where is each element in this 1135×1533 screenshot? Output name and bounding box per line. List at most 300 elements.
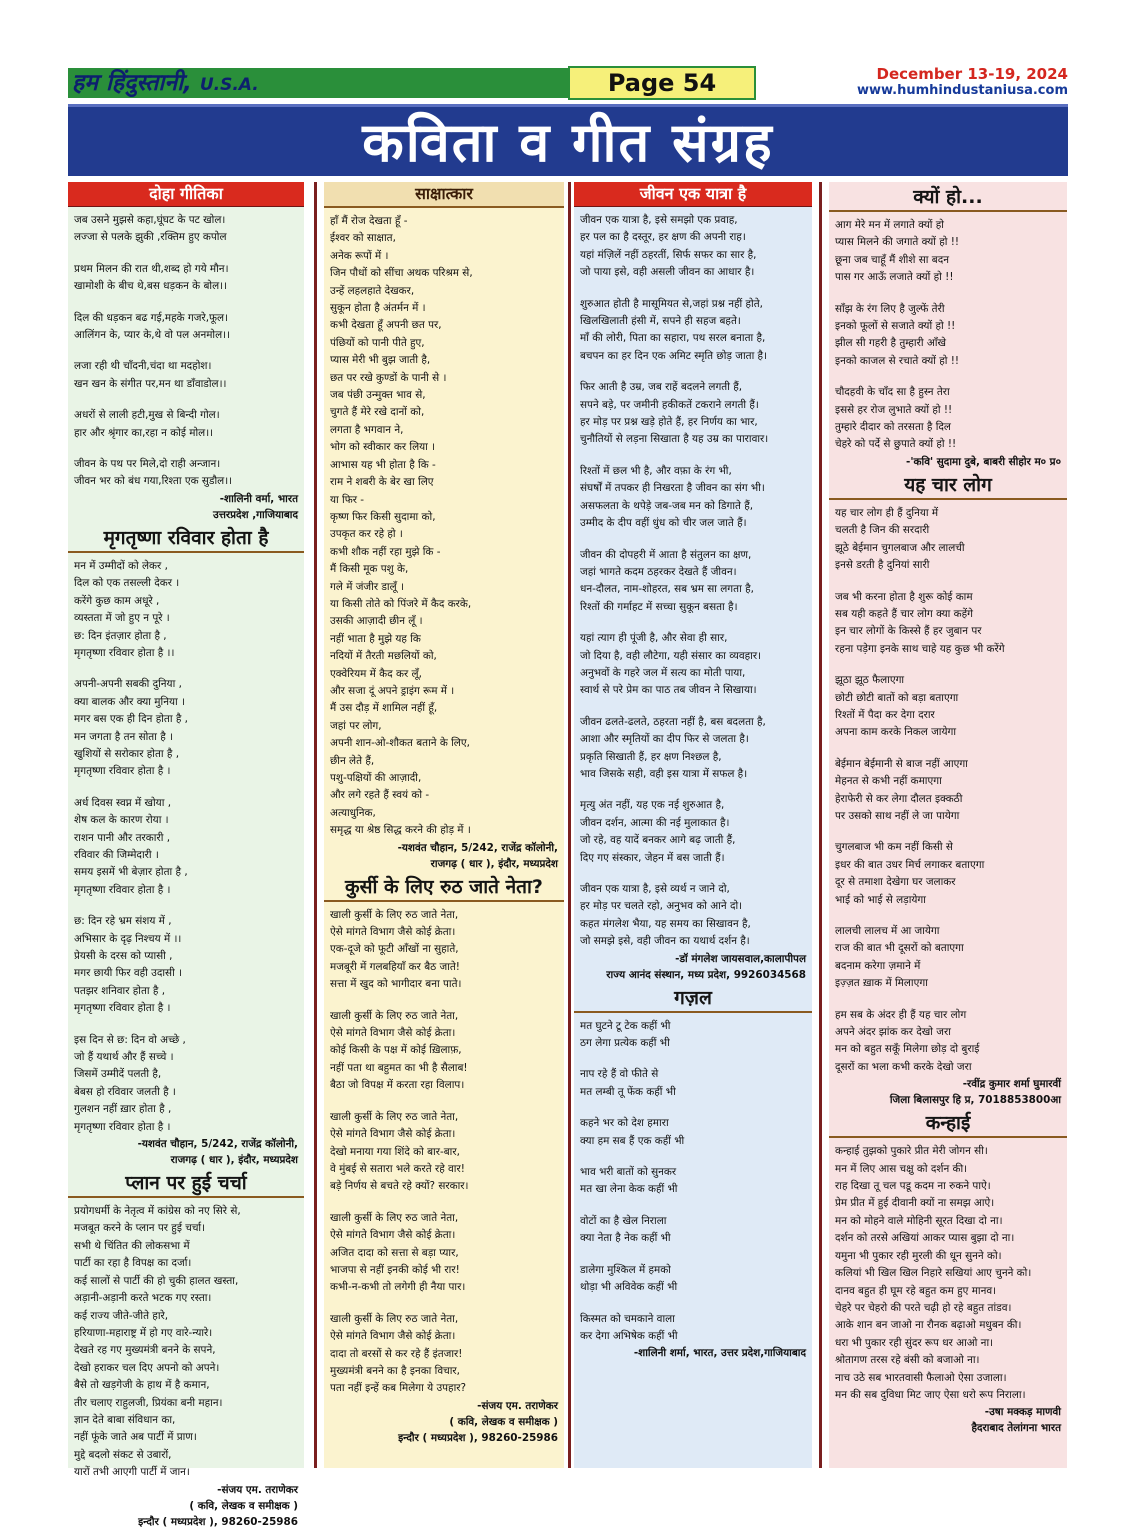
poem-line: छ: दिन इंतज़ार होता है , <box>74 629 167 642</box>
poem-body <box>829 1138 1067 1404</box>
author-line: इन्दौर ( मध्यप्रदेश ), 98260-25986 <box>138 1515 298 1528</box>
author-line: ( कवि, लेखक व समीक्षक ) <box>189 1499 298 1512</box>
poem-line: कर देगा अभिषेक कहीं भी <box>580 1329 678 1342</box>
poem-line: और सजा दूं अपने ड्राइंग रूम में । <box>330 684 455 697</box>
author-line: ( कवि, लेखक व समीक्षक ) <box>449 1415 558 1428</box>
poem-title: मृगतृष्णा रविवार होता है <box>68 525 304 553</box>
poem-line: दिए गए संस्कार, जेहन में बस जाती हैं। <box>580 851 725 864</box>
poem-line: छ: दिन रहे भ्रम संशय में , <box>74 915 172 928</box>
poem-line: नहीं भाता है मुझे यह कि <box>330 632 421 645</box>
poem-line: जीवन एक यात्रा है, इसे समझो एक प्रवाह, <box>580 214 738 226</box>
poem-line: इस दिन से छ: दिन वो अच्छे , <box>74 1033 186 1046</box>
poem-line: श्रोतागण तरस रहे बंसी को बजाओ ना। <box>835 1354 980 1367</box>
poem-line: जिसमें उम्मीदें पलती है, <box>74 1068 162 1081</box>
stanza-gap <box>580 867 812 881</box>
poem-title: गज़ल <box>574 985 812 1013</box>
poem-line: देखो मनाया गया शिंदे को बार-बार, <box>330 1145 460 1158</box>
poem-title: क्यों हो... <box>829 184 1067 212</box>
poem-line: मृत्यु अंत नहीं, यह एक नई शुरुआत है, <box>580 799 725 812</box>
stanza-gap <box>74 662 304 676</box>
poem-line: खाली कुर्सी के लिए रुठ जाते नेता, <box>330 1110 459 1123</box>
poem-line: मैं किसी मूक पशु के, <box>330 563 409 576</box>
poem-line: भोग को स्वीकार कर लिया । <box>330 441 436 454</box>
poem-line: पशु-पक्षियों की आज़ादी, <box>330 772 422 784</box>
poem-line: किस्मत को चमकाने वाला <box>580 1312 675 1325</box>
poem-line: हरियाणा-महाराष्ट्र में हो गए वारे-न्यारे। <box>74 1326 213 1339</box>
stanza-gap <box>74 247 304 261</box>
poem-line: मन को बहुत सकूँ मिलेगा छोड़ दो बुराई <box>835 1043 980 1056</box>
column-divider <box>568 182 571 1468</box>
poem-line: उपकृत कर रहे हो । <box>330 528 403 541</box>
poem-line: नहीं पता था बहुमत का भी है सैलाब! <box>330 1061 468 1074</box>
poem-line: जो रहे, वह यादें बनकर आगे बढ़ जाती हैं, <box>580 834 736 847</box>
poem-line: धरा भी पुकार रही सुंदर रूप धर आओ ना। <box>835 1336 994 1349</box>
poem-line: तीर चलाए राहुलजी, प्रियंका बनी महान। <box>74 1396 223 1409</box>
poem-line: सपने बड़े, पर जमीनी हकीकतें टकराने लगती हैं। <box>580 398 759 411</box>
poem-line: जहां भागते कदम ठहरकर देखते हैं जीवन। <box>580 565 737 578</box>
author-line: उत्तरप्रदेश ,गाजियाबाद <box>213 508 298 521</box>
poem-line: खामोशी के बीच थे,बस धड़कन के बोल।। <box>74 280 227 293</box>
poem-line: कभी शौक नहीं रहा मुझे कि - <box>330 545 441 558</box>
poem-line: दिल को एक तसल्ली देकर । <box>74 577 180 590</box>
poem-line: पार्टी का रहा है विपक्ष का दर्जा। <box>74 1257 192 1270</box>
poem-line: दूसरों का भला कभी करके देखो जरा <box>835 1060 972 1073</box>
poem-line: झूठा झूठ फैलाएगा <box>835 674 905 687</box>
poem-author <box>829 1404 1067 1436</box>
brand-logo <box>72 68 259 100</box>
poem-line: खाली कुर्सी के लिए रुठ जाते नेता, <box>330 908 459 921</box>
poem-line: आलिंगन के, प्यार के,थे वो पल अनमोल।। <box>74 329 231 342</box>
poem-line: खुशियों से सरोकार होता है , <box>74 747 180 760</box>
author-line: -यशवंत चौहान, 5/242, राजेंद्र कॉलोनी, <box>397 841 558 854</box>
stanza-gap <box>835 575 1067 589</box>
poem-line: चुगते हैं मेरे रखे दानों को, <box>330 406 425 419</box>
poem-line: प्यास मेरी भी बुझ जाती है, <box>330 354 431 367</box>
poem-line: मजबूत करने के प्लान पर हुई चर्चा। <box>74 1222 206 1235</box>
poem-line: अर्ध दिवस स्वप्न में खोया , <box>74 796 172 809</box>
poem-line: खिलखिलाती हंसी में, सपने ही सहज बहते। <box>580 315 741 328</box>
poem-line: दिल की धड़कन बढ गई,महके गजरे,फूल। <box>74 311 228 324</box>
poem-line: देखो हराकर चल दिए अपनो को अपने। <box>74 1361 220 1374</box>
author-line: -संजय एम. तराणेकर <box>477 1399 558 1412</box>
poem-line: रिश्तों में छल भी है, और वफ़ा के रंग भी, <box>580 464 732 477</box>
poem-line: जब पंछी उन्मुक्त भाव से, <box>330 389 426 402</box>
poem-line: झील सी गहरी है तुम्हारी आँखे <box>835 337 946 350</box>
poem-line: इनसे डरती है दुनियां सारी <box>835 559 930 572</box>
author-line: -'कवि' सुदामा दुबे, बाबरी सीहोर म० प्र० <box>906 455 1061 468</box>
column-1 <box>68 182 304 1528</box>
poem-line: छूना जब चाहूँ मैं शीशे सा बदन <box>835 253 949 266</box>
poem-line: संघर्षों में तपकर ही निखरता है जीवन का संग भी। <box>580 482 765 495</box>
poem-line: अपने अंदर झांक कर देखो जरा <box>835 1026 951 1039</box>
poem-line: राह दिखा तू चल पडू कदम ना रुकने पाऐ। <box>835 1180 991 1193</box>
poem-line: जो समझे इसे, वही जीवन का यथार्थ दर्शन है। <box>580 935 750 948</box>
poem-line: लगता है भगवान ने, <box>330 423 404 436</box>
poem-line: छत पर रखे कुण्डों के पानी से । <box>330 371 447 384</box>
poem-author <box>829 454 1067 470</box>
issue-date: December 13-19, 2024 <box>876 65 1068 83</box>
stanza-gap <box>330 1095 564 1109</box>
stanza-gap <box>74 393 304 407</box>
poem-line: या फिर - <box>330 493 365 506</box>
poem-line: रहना पड़ेगा इनके साथ चाहे यह कुछ भी करेंगे <box>835 642 1005 655</box>
column-divider <box>819 182 822 1468</box>
poem-title: दोहा गीतिका <box>68 182 304 207</box>
poem-line: कभी देखता हूँ अपनी छत पर, <box>330 319 442 332</box>
poem-line: प्रकृति सिखाती हैं, हर क्षण निश्छल है, <box>580 750 722 763</box>
poem-line: समृद्ध या श्रेष्ठ सिद्ध करने की होड़ में । <box>330 824 471 837</box>
poem-line: शुरुआत होती है मासूमियत से,जहां प्रश्न नहीं होते, <box>580 297 763 310</box>
stanza-gap <box>580 1052 812 1066</box>
poem-line: बदनाम करेगा ज़माने में <box>835 959 921 972</box>
poem-line: जिन पौधों को सींचा अथक परिश्रम से, <box>330 267 473 280</box>
poem-title: कन्हाई <box>829 1110 1067 1138</box>
poem-line: हर मोड़ पर प्रश्न खड़े होते हैं, हर निर्णय का भार, <box>580 416 758 429</box>
poem-line: मृगतृष्णा रविवार होता है । <box>74 765 171 778</box>
poem-line: ऐसे मांगते विभाग जैसे कोई क्रेता। <box>330 1027 456 1040</box>
poem-title: यह चार लोग <box>829 472 1067 500</box>
poem-line: वे मुंबई से सतारा भले करते रहे वार! <box>330 1162 465 1175</box>
poem-title: प्लान पर हुई चर्चा <box>68 1170 304 1198</box>
poem-line: समय इसमें भी बेज़ार होता है , <box>74 866 188 879</box>
poem-line: थोड़ा भी अविवेक कहीं भी <box>580 1281 678 1294</box>
poem-line: अपनी शान-ओ-शौकत बताने के लिए, <box>330 737 470 750</box>
poem-line: धन-दौलत, नाम-शोहरत, सब भ्रम सा लगता है, <box>580 583 754 596</box>
poem-body <box>324 902 564 1398</box>
poem-line: जीवन दर्शन, आत्मा की नई मुलाकात है। <box>580 816 730 829</box>
stanza-gap <box>330 1297 564 1311</box>
poem-line: छोटी छोटी बातों को बड़ा बताएगा <box>835 691 959 704</box>
poem-line: लज्जा से पलके झुकी ,रक्तिम हुए कपोल <box>74 231 227 244</box>
stanza-gap <box>835 993 1067 1007</box>
stanza-gap <box>580 1199 812 1213</box>
poem-line: खाली कुर्सी के लिए रुठ जाते नेता, <box>330 1312 459 1325</box>
author-line: राज्य आनंद संस्थान, मध्य प्रदेश, 9926034568 <box>606 968 806 981</box>
poem-line: मन में उम्मीदों को लेकर , <box>74 559 168 572</box>
poem-line: जो पाया इसे, वही असली जीवन का आधार है। <box>580 266 755 279</box>
stanza-gap <box>580 282 812 296</box>
stanza-gap <box>580 533 812 547</box>
poem-line: इन चार लोगों के किस्से हैं हर जुबान पर <box>835 625 982 638</box>
poem-line: सत्ता में खुद को भागीदार बना पाते। <box>330 978 462 991</box>
poem-line: अधरों से लाली हटी,मुख से बिन्दी गोल। <box>74 409 220 422</box>
poem-line: डालेगा मुश्किल में हमको <box>580 1263 671 1276</box>
poem-line: उसकी आज़ादी छीन लूँ । <box>330 615 423 628</box>
poem-author <box>68 1482 304 1530</box>
stanza-gap <box>580 1248 812 1262</box>
stanza-gap <box>580 1150 812 1164</box>
poem-line: आशा और स्मृतियों का दीप फिर से जलता है। <box>580 733 749 746</box>
author-line: -शालिनी शर्मा, भारत, उत्तर प्रदेश,गाजियाबाद <box>633 1347 806 1360</box>
poem-line: राशन पानी और तरकारी , <box>74 831 171 844</box>
author-line: -उषा मक्कड़ माणवी <box>984 1406 1061 1419</box>
poem-line: कहने भर को देश हमारा <box>580 1117 669 1130</box>
stanza-gap <box>580 1297 812 1311</box>
poem-line: जहां पर लोग, <box>330 719 382 732</box>
poem-line: कलियां भी खिल खिल निहारे सखियां आए चुनने को। <box>835 1267 1032 1280</box>
poem-author <box>324 1398 564 1446</box>
poem-line: मुद्दे बदलो संकट से उबारों, <box>74 1448 172 1461</box>
poem-line: यहां त्याग ही पूंजी है, और सेवा ही सार, <box>580 632 728 645</box>
stanza-gap <box>580 365 812 379</box>
poem-line: चौदहवी के चाँद सा है हुस्न तेरा <box>835 386 950 399</box>
website-link[interactable]: www.humhindustaniusa.com <box>856 83 1068 98</box>
poem-line: लालची लालच में आ जायेगा <box>835 925 940 937</box>
poem-line: कोई किसी के पक्ष में कोई ख़िलाफ़, <box>330 1044 462 1057</box>
poem-line: और लगे रहते हैं स्वयं को - <box>330 789 430 802</box>
poem-line: प्रेयसी के दरस को प्यासी , <box>74 950 173 962</box>
poem-line: माँ की लोरी, पिता का सहारा, पथ सरल बनाता है, <box>580 332 766 345</box>
poem-line: फिर आती है उम्र, जब राहें बदलने लगती हैं, <box>580 381 743 394</box>
poem-line: भाव जिसके सही, वही इस यात्रा में सफल है। <box>580 767 748 780</box>
author-line: राजगढ़ ( धार ), इंदौर, मध्यप्रदेश <box>430 857 558 870</box>
poem-title: साक्षात्कार <box>324 182 564 208</box>
poem-line: हर मोड़ पर चलते रहो, अनुभव को आने दो। <box>580 900 743 913</box>
poem-line: पास गर आऊँ लजाते क्यों हो !! <box>835 271 954 284</box>
poem-line: नाच उठे सब भारतवासी फैलाओ ऐसा उजाला। <box>835 1371 1007 1384</box>
poem-body <box>68 553 304 1136</box>
poem-line: मत लम्बी तू फेंक कहीं भी <box>580 1085 676 1098</box>
poem-title: कुर्सी के लिए रुठ जाते नेता? <box>324 874 564 902</box>
poem-line: भाजपा से नहीं इनकी कोई भी रार! <box>330 1263 460 1276</box>
poem-line: गले में जंजीर डालूँ । <box>330 580 404 593</box>
poem-line: इनको फूलों से सजाते क्यों हो !! <box>835 320 956 333</box>
poem-line: सभी थे चिंतित की लोकसभा में <box>74 1239 190 1252</box>
poem-line: करेंगे कुछ काम अधूरे , <box>74 594 160 607</box>
poem-line: मृगतृष्णा रविवार होता है ।। <box>74 646 175 659</box>
poem-line: मृगतृष्णा रविवार होता है । <box>74 883 171 896</box>
poem-line: कृष्ण फिर किसी सुदामा को, <box>330 510 436 523</box>
poem-line: जीवन की दोपहरी में आता है संतुलन का क्षण, <box>580 548 752 561</box>
poem-line: अपना काम करके निकल जायेगा <box>835 726 957 739</box>
poem-line: इनको काजल से रचाते क्यों हो !! <box>835 354 960 367</box>
poem-line: लजा रही थी चाँदनी,चंदा था मदहोश। <box>74 360 212 373</box>
poem-body <box>574 207 812 951</box>
poem-line: क्या नेता है नेक कहीं भी <box>580 1232 671 1245</box>
stanza-gap <box>330 994 564 1008</box>
poem-line: बचपन का हर दिन एक अमिट स्मृति छोड़ जाता है। <box>580 349 768 362</box>
poem-line: नाप रहे हैं वो फीते से <box>580 1068 659 1081</box>
author-line: -शालिनी वर्मा, भारत <box>219 492 298 505</box>
poem-line: असफलता के थपेड़े जब-जब मन को डिगाते हैं, <box>580 499 754 512</box>
poem-line: जीवन ढलते-ढलते, ठहरता नहीं है, बस बदलता है, <box>580 715 766 728</box>
poem-line: सुकून होता है अंतर्मन में । <box>330 302 426 315</box>
page-title: कविता व गीत संग्रह <box>362 111 774 174</box>
poem-line: मन को मोहने वाले मोहिनी सूरत दिखा दो ना। <box>835 1214 1003 1227</box>
poem-line: क्या बालक और क्या मुनिया । <box>74 695 185 708</box>
poem-line: जीवन के पथ पर मिले,दो राही अन्जान। <box>74 458 221 471</box>
poem-line: एक्वेरियम में कैद कर लूँ, <box>330 667 422 680</box>
poem-line: देखते रह गए मुख्यमंत्री बनने के सपने, <box>74 1344 216 1357</box>
poem-line: मत खा लेना केक कहीं भी <box>580 1183 678 1196</box>
poem-line: चुगलबाज भी कम नहीं किसी से <box>835 841 953 854</box>
poem-line: यह चार लोग ही हैं दुनिया में <box>835 506 939 519</box>
poem-line: राम ने शबरी के बेर खा लिए <box>330 476 434 489</box>
poem-line: या किसी तोते को पिंजरे में कैद करके, <box>330 597 472 610</box>
poem-line: मन जगता है तन सोता है । <box>74 730 173 743</box>
poem-line: कई सालों से पार्टी की हो चुकी हालत खस्ता, <box>74 1274 239 1287</box>
poem-line: इससे हर रोज लुभाते क्यों हो !! <box>835 403 953 416</box>
poem-line: दर्शन को तरसे अखियां आकर प्यास बुझा दो ना। <box>835 1232 1015 1245</box>
stanza-gap <box>835 287 1067 301</box>
poem-line: इज़्ज़त ख़ाक में मिलाएगा <box>835 977 928 990</box>
page-number: Page 54 <box>568 66 756 100</box>
poem-line: ठग लेगा प्रत्येक कहीं भी <box>580 1037 670 1050</box>
poem-body <box>324 208 564 840</box>
poem-line: साँझ के रंग लिए है जुल्फें तेरी <box>835 302 945 315</box>
poem-line: ज्ञान देते बाबा संविधान का, <box>74 1413 176 1426</box>
stanza-gap <box>835 742 1067 756</box>
poem-line: यहां मंज़िलें नहीं ठहरतीं, सिर्फ सफर का सार है, <box>580 248 757 261</box>
poem-line: हेराफेरी से कर लेगा दौलत इक्कठी <box>835 792 963 805</box>
poem-line: प्रयोगधर्मी के नेतृत्व में कांग्रेस को नए सिरे से, <box>74 1205 241 1218</box>
poem-author <box>574 951 812 983</box>
poem-line: अजित दादा को सत्ता से बड़ा प्यार, <box>330 1246 459 1259</box>
poem-line: अभिसार के दृढ़ निश्चय में ।। <box>74 932 182 945</box>
author-line: -डॉ मंगलेश जायसवाल,कालापीपल <box>675 952 806 965</box>
poem-line: स्वार्थ से परे प्रेम का पाठ तब जीवन ने सिखाया। <box>580 684 757 697</box>
poem-line: मैं उस दौड़ में शामिल नहीं हूँ, <box>330 702 438 715</box>
poem-line: झूठे बेईमान चुगलबाज और लालची <box>835 541 965 554</box>
poem-line: पंछियों को पानी पीते हुए, <box>330 336 425 349</box>
poem-line: भाव भरी बातों को सुनकर <box>580 1166 677 1179</box>
poem-line: शेष कल के कारण रोया । <box>74 814 169 827</box>
poem-line: अड़ानी-अड़ानी करते भटक गए रस्ता। <box>74 1292 212 1305</box>
poem-line: कई राज्य जीते-जीते हारे, <box>74 1309 169 1322</box>
stanza-gap <box>835 658 1067 672</box>
poem-line: नहीं फूंके जाते अब पार्टी में प्राण। <box>74 1431 197 1444</box>
poem-line: मजबूरी में गलबहियाँ कर बैठ जाते! <box>330 960 460 973</box>
column-2 <box>324 182 564 1468</box>
stanza-gap <box>580 616 812 630</box>
poem-line: नदियों में तैरती मछलियों को, <box>330 650 437 663</box>
poem-line: ऐसे मांगते विभाग जैसे कोई क्रेता। <box>330 926 456 939</box>
author-line: -यशवंत चौहान, 5/242, राजेंद्र कॉलोनी, <box>137 1138 298 1151</box>
poem-line: पता नहीं इन्हें कब मिलेगा ये उपहार? <box>330 1382 467 1395</box>
poem-line: छीन लेते हैं, <box>330 754 375 767</box>
poem-author <box>324 840 564 872</box>
poem-line: जो दिया है, वही लौटेगा, यही संसार का व्यवहार। <box>580 649 762 662</box>
poem-line: उम्मीद के दीप वहीं धुंध को चीर जल जाते हैं। <box>580 517 747 530</box>
poem-body <box>574 1013 812 1346</box>
stanza-gap <box>74 442 304 456</box>
poem-line: वोटों का है खेल निराला <box>580 1214 667 1227</box>
poem-line: खाली कुर्सी के लिए रुठ जाते नेता, <box>330 1009 459 1022</box>
poem-line: आग मेरे मन में लगाते क्यों हो <box>835 219 944 231</box>
poem-line: कहत मंगलेश भैया, यह समय का सिखावन है, <box>580 917 751 930</box>
poem-line: पर उसको साथ नहीं ले जा पायेगा <box>835 809 960 822</box>
poem-line: कभी-न-कभी तो लगेगी ही नैया पार। <box>330 1281 466 1294</box>
poem-body <box>68 1198 304 1482</box>
poem-line: प्रेम प्रीत में हुई दीवानी क्यों ना समझ आऐ। <box>835 1197 995 1210</box>
brand-suffix: U.S.A. <box>199 75 259 95</box>
poem-line: मेहनत से कभी नहीं कमाएगा <box>835 775 942 788</box>
poem-line: मृगतृष्णा रविवार होता है । <box>74 1002 171 1015</box>
poem-line: अनुभवों के गहरे जल में सत्य का मोती पाया, <box>580 666 746 679</box>
poem-line: मन में लिए आस चक्षु को दर्शन की। <box>835 1162 968 1175</box>
author-line: राजगढ़ ( धार ), इंदौर, मध्यप्रदेश <box>170 1154 298 1167</box>
stanza-gap <box>74 344 304 358</box>
poem-line: ऐसे मांगते विभाग जैसे कोई क्रेता। <box>330 1229 456 1242</box>
poem-line: प्रथम मिलन की रात थी,शब्द हो गये मौन। <box>74 262 229 275</box>
stanza-gap <box>580 700 812 714</box>
stanza-gap <box>74 1018 304 1032</box>
poem-line: बेईमान बेईमानी से बाज नहीं आएगा <box>835 757 968 770</box>
poem-line: प्यास मिलने की जगाते क्यों हो !! <box>835 236 960 249</box>
poem-line: आके शान बन जाओ ना रौनक बढ़ाओ मधुबन की। <box>835 1319 1022 1332</box>
poem-author <box>574 1345 812 1361</box>
stanza-gap <box>580 449 812 463</box>
poem-line: पतझर शनिवार होता है , <box>74 984 166 997</box>
poem-line: जब उसने मुझसे कहा,घूंघट के पट खोल। <box>74 214 226 226</box>
poem-title: जीवन एक यात्रा है <box>574 182 812 207</box>
section-banner <box>68 104 1068 176</box>
poem-line: चेहरे पर चेहरो की परते चढ़ी हो रहे बहुत तांडव। <box>835 1301 1012 1314</box>
stanza-gap <box>580 783 812 797</box>
column-4 <box>829 182 1067 1468</box>
poem-line: भाई को भाई से लड़ायेगा <box>835 893 926 906</box>
poem-line: बड़े निर्णय से बचते रहे क्यों? सरकार। <box>330 1180 469 1193</box>
brand-name: हम हिंदुस्तानी, <box>72 70 192 96</box>
poem-author <box>68 1136 304 1168</box>
poem-line: हर पल का है दस्तूर, हर क्षण की अपनी राह। <box>580 231 746 244</box>
poem-line: कन्हाई तुझको पुकारे प्रीत मेरी जोगन सी। <box>835 1145 988 1158</box>
poem-line: यारों तभी आएगी पार्टी में जान। <box>74 1466 190 1479</box>
poem-line: बैठा जो विपक्ष में करता रहा विलाप। <box>330 1079 465 1092</box>
author-line: -संजय एम. तराणेकर <box>217 1483 298 1496</box>
poem-line: चुनौतियों से लड़ना सिखाता है यह उम्र का पारावार। <box>580 433 769 446</box>
poem-line: जीवन भर को बंध गया,रिश्ता एक सुडौल।। <box>74 475 233 488</box>
column-3 <box>574 182 812 1468</box>
poem-line: दानव बहुत ही घूम रहे बहुत कम हुए मानव। <box>835 1284 997 1297</box>
poem-line: अपनी-अपनी सबकी दुनिया , <box>74 678 182 691</box>
poem-line: आभास यह भी होता है कि - <box>330 458 436 471</box>
poem-line: बैसे तो खड़गेजी के हाथ में है कमान, <box>74 1379 210 1392</box>
poem-line: दूर से तमाशा देखेगा घर जलाकर <box>835 876 956 889</box>
poem-line: मुख्यमंत्री बनने का है इनका विचार, <box>330 1364 460 1377</box>
poem-line: मगर छायी फिर वही उदासी । <box>74 967 183 980</box>
poem-line: गुलशन नहीं ख़ार होता है , <box>74 1103 172 1116</box>
poem-body <box>68 207 304 491</box>
poem-line: जीवन एक यात्रा है, इसे व्यर्थ न जाने दो, <box>580 883 730 895</box>
poem-line: दादा तो बरसों से कर रहे हैं इंतजार! <box>330 1347 463 1360</box>
poem-line: व्यस्तता में जो हुए न पूरे । <box>74 612 170 625</box>
poem-line: ईश्वर को साक्षात, <box>330 232 396 245</box>
poem-line: तुम्हारे दीदार को तरसता है दिल <box>835 421 951 434</box>
poem-line: हम सब के अंदर ही हैं यह चार लोग <box>835 1008 967 1021</box>
poem-line: चेहरे को पर्दे से छुपाते क्यों हो !! <box>835 438 957 451</box>
stanza-gap <box>330 1196 564 1210</box>
poem-line: एक-दूजे को फूटी आँखों ना सुहाते, <box>330 943 459 956</box>
poem-line: मगर बस एक ही दिन होता है , <box>74 713 188 726</box>
stanza-gap <box>74 899 304 913</box>
poem-line: खन खन के संगीत पर,मन था डाँवाडोल।। <box>74 377 227 390</box>
poem-line: राज की बात भी दूसरों को बताएगा <box>835 942 964 955</box>
poem-line: रिश्तों की गर्माहट में सच्चा सुकून बसता है। <box>580 600 738 613</box>
poem-author <box>829 1076 1067 1108</box>
poem-line: खाली कुर्सी के लिए रुठ जाते नेता, <box>330 1211 459 1224</box>
poem-line: हाँ मैं रोज देखता हूँ - <box>330 215 408 227</box>
author-line: हैदराबाद तेलांगना भारत <box>971 1422 1061 1435</box>
stanza-gap <box>74 781 304 795</box>
poem-line: उन्हें लहलहाते देखकर, <box>330 284 415 297</box>
stanza-gap <box>835 370 1067 384</box>
poem-line: मृगतृष्णा रविवार होता है । <box>74 1120 171 1133</box>
poem-line: अनेक रूपों में । <box>330 249 389 262</box>
poem-author <box>68 491 304 523</box>
poem-line: क्या हम सब हैं एक कहीं भी <box>580 1134 685 1147</box>
poem-line: मन की सब दुविधा मिट जाए ऐसा धरो रूप निराला। <box>835 1388 1026 1401</box>
